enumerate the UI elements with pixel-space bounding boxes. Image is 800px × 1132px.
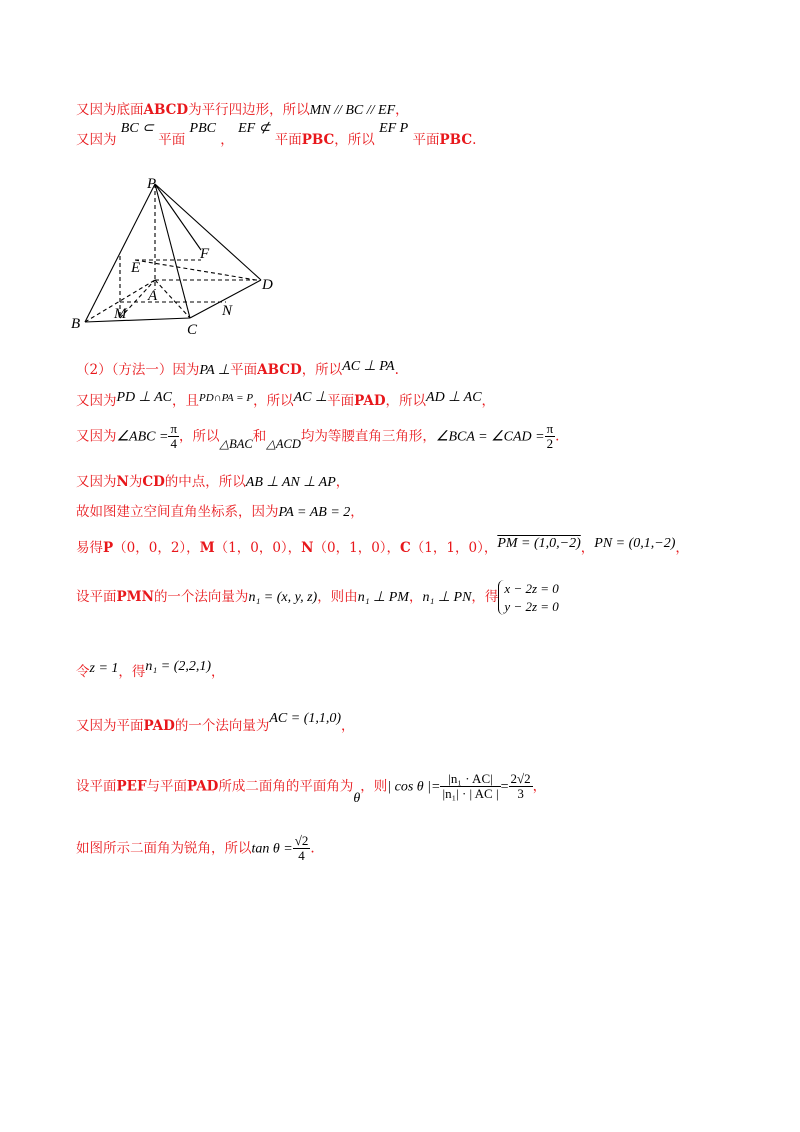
text-line-6: 又因为N为CD的中点，所以AB ⊥ AN ⊥ AP， (76, 474, 350, 490)
text-line-10: 令z = 1，得n₁ = (2,2,1)， (76, 659, 225, 680)
label-F: F (200, 246, 210, 262)
text-line-1: 又因为底面ABCD为平行四边形，所以MN // BC // EF， (76, 102, 409, 118)
label-E: E (131, 260, 141, 276)
text-line-3: （2）（方法一）因为PA ⊥平面ABCD，所以AC ⊥ PA. (76, 359, 399, 378)
text-line-12: 设平面PEF与平面PAD所成二面角的平面角为θ，则| cos θ |= $\frac{\text{|n₁ · AC|}}{\text{|n₁| · | AC |}}$ = $\frac{2√2}{3}$ ， (76, 771, 547, 807)
text-line-4: 又因为PD ⊥ AC，且$^{PD\cap PA = P}$，所以AC ⊥平面PAD，所以AD ⊥ AC， (76, 390, 496, 409)
equation-system: x − 2z = 0 y − 2z = 0 (498, 580, 558, 615)
label-N: N (222, 303, 233, 319)
text-line-11: 又因为平面PAD的一个法向量为AC = (1,1,0)， (76, 711, 355, 734)
text-line-13: 如图所示二面角为锐角，所以tan θ = $\frac{√2}{4}$ . (76, 833, 315, 864)
label-D: D (262, 277, 273, 293)
text-line-8: 易得P（0，0，2），M（1，0，0），N（0，1，0），C（1，1，0），PM = (1,0,−2)，PN = (0,1,−2)， (76, 536, 689, 556)
text-line-2: 又因为 BC ⊂ 平面 PBC ， EF ⊄ 平面PBC，所以 EF P 平面PBC. (76, 121, 477, 148)
label-C: C (187, 322, 198, 338)
label-M: M (114, 306, 127, 322)
text-line-7: 故如图建立空间直角坐标系，因为PA = AB = 2， (76, 504, 364, 520)
label-A: A (148, 288, 158, 304)
label-B: B (71, 316, 81, 332)
text-line-9: 设平面PMN的一个法向量为n₁ = (x, y, z)，则由n₁ ⊥ PM，n₁ ⊥ PN，得 x − 2z = 0 y − 2z = 0 (76, 581, 559, 614)
text-line-5: 又因为∠ABC = $\frac{\pi}{4}$ ，所以△BAC和△ACD均为等腰直角三角形，∠BCA = ∠CAD = $\frac{\pi}{2}$ . (76, 421, 560, 452)
label-P: P (147, 176, 157, 192)
pyramid-figure (66, 172, 286, 342)
